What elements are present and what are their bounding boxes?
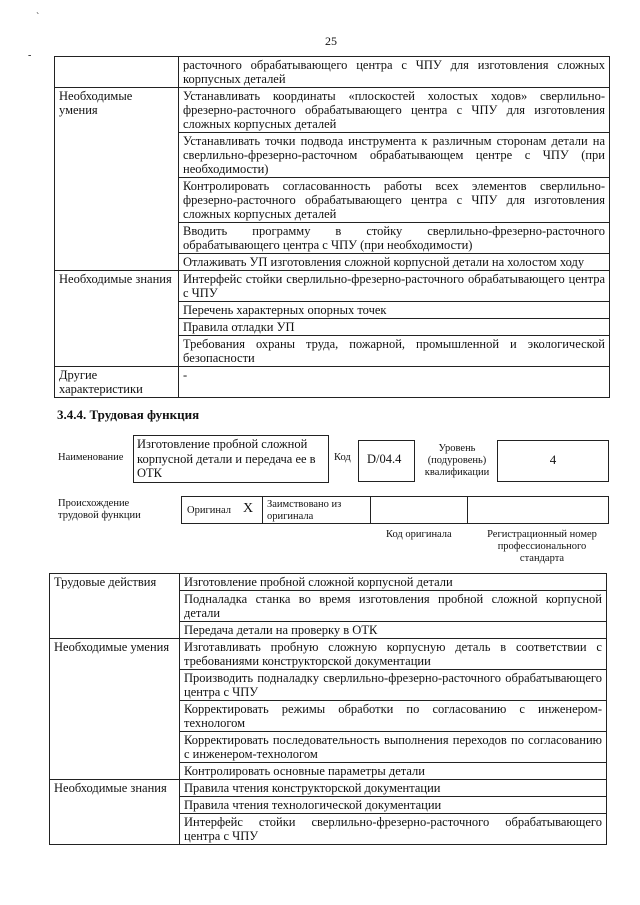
cell-item: Контролировать согласованность работы всех элементов сверлильно-фрезерно-расточного обрабатывающего центра с ЧПУ для изготовления сложных корпусных деталей: [179, 178, 610, 223]
cell-item: Устанавливать координаты «плоскостей холостых ходов» сверлильно-фрезерно-расточного обрабатывающего центра с ЧПУ для изготовления сложных корпусных деталей: [179, 88, 610, 133]
labor-function-table: [49, 573, 607, 845]
cell-item: расточного обрабатывающего центра с ЧПУ для изготовления сложных корпусных деталей: [179, 57, 610, 88]
name-value: Изготовление пробной сложной корпусной детали и передача ее в ОТК: [137, 437, 316, 480]
name-label: Наименование: [58, 452, 124, 463]
row-label-skills: Необходимые умения: [55, 88, 179, 271]
cell-item: Устанавливать точки подвода инструмента к различным сторонам детали на сверлильно-фрезерно-расточном обрабатывающем центре с ЧПУ (при необходимости): [179, 133, 610, 178]
cell-item: Интерфейс стойки сверлильно-фрезерно-расточного обрабатывающего центра с ЧПУ: [180, 814, 607, 845]
code-caption: Код оригинала: [386, 529, 452, 540]
origin-divider-3: [467, 496, 468, 524]
reg-caption: Регистрационный номер профессионального стандарта: [487, 529, 597, 564]
page-number: 25: [325, 34, 337, 48]
cell-item: -: [179, 367, 610, 398]
cell-item: Правила чтения конструкторской документации: [180, 780, 607, 797]
row-label-knowledge: Необходимые знания: [55, 271, 179, 367]
origin-label: Происхождение трудовой функции: [58, 498, 141, 521]
cell-item: Отлаживать УП изготовления сложной корпусной детали на холостом ходу: [179, 254, 610, 271]
level-label: Уровень (подуровень) квалификации: [424, 443, 490, 478]
cell-item: Корректировать последовательность выполнения переходов по согласованию с инженером-технологом: [180, 732, 607, 763]
cell-item: Правила чтения технологической документации: [180, 797, 607, 814]
scan-mark: `: [36, 12, 40, 23]
original-label: Оригинал: [187, 505, 231, 516]
cell-item: Изготавливать пробную сложную корпусную деталь в соответствии с требованиями конструкторской документации: [180, 639, 607, 670]
row-label: [55, 57, 179, 88]
row-label-other: Другие характеристики: [55, 367, 179, 398]
borrowed-label: Заимствовано из оригинала: [267, 499, 342, 522]
code-value: D/04.4: [367, 452, 402, 466]
level-value: 4: [549, 452, 557, 467]
scan-mark: -: [28, 50, 32, 61]
cell-item: Интерфейс стойки сверлильно-фрезерно-расточного обрабатывающего центра с ЧПУ: [179, 271, 610, 302]
cell-item: Изготовление пробной сложной корпусной детали: [180, 574, 607, 591]
original-mark: X: [243, 501, 254, 516]
cell-item: Правила отладки УП: [179, 319, 610, 336]
row-label-skills: Необходимые умения: [50, 639, 180, 780]
cell-item: Вводить программу в стойку сверлильно-фрезерно-расточного обрабатывающего центра с ЧПУ (при необходимости): [179, 223, 610, 254]
origin-divider-2: [370, 496, 371, 524]
cell-item: Перечень характерных опорных точек: [179, 302, 610, 319]
table-continued: [54, 56, 610, 398]
cell-item: Контролировать основные параметры детали: [180, 763, 607, 780]
cell-item: Корректировать режимы обработки по согласованию с инженером-технологом: [180, 701, 607, 732]
code-label: Код: [334, 452, 351, 463]
cell-item: Требования охраны труда, пожарной, промышленной и экологической безопасности: [179, 336, 610, 367]
cell-item: Производить подналадку сверлильно-фрезерно-расточного обрабатывающего центра с ЧПУ: [180, 670, 607, 701]
cell-item: Подналадка станка во время изготовления пробной сложной корпусной детали: [180, 591, 607, 622]
origin-divider-1: [262, 496, 263, 524]
row-label-actions: Трудовые действия: [50, 574, 180, 639]
section-title: 3.4.4. Трудовая функция: [57, 407, 200, 422]
cell-item: Передача детали на проверку в ОТК: [180, 622, 607, 639]
row-label-knowledge: Необходимые знания: [50, 780, 180, 845]
